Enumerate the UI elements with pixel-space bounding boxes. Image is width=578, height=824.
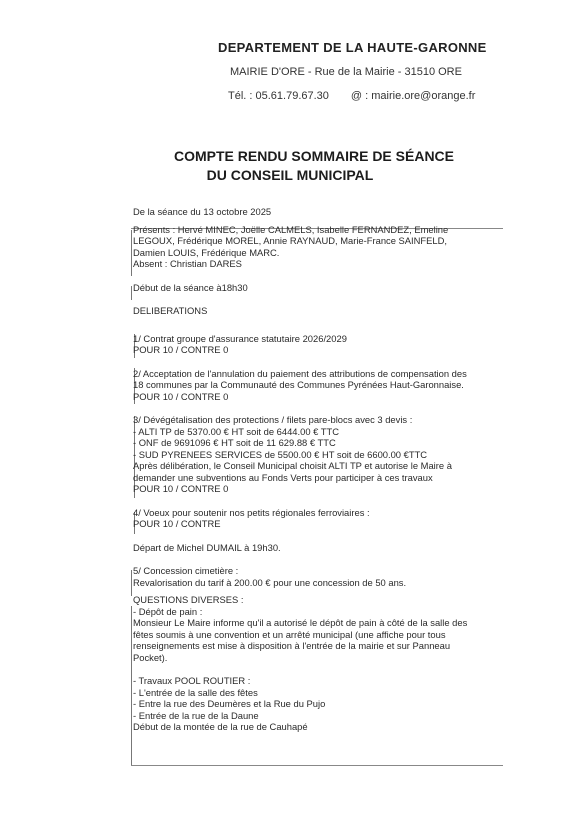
roadworks-line-3: - Entrée de la rue de la Daune — [133, 709, 259, 721]
department-title: DEPARTEMENT DE LA HAUTE-GARONNE — [218, 40, 487, 55]
bread-heading: - Dépôt de pain : — [133, 605, 203, 617]
item-3-line-4: - SUD PYRENEES SERVICES de 5500.00 € HT soit de 6600.00 €TTC — [133, 448, 428, 460]
margin-mark — [131, 606, 132, 766]
roadworks-line-4: Début de la montée de la rue de Cauhapé — [133, 721, 308, 732]
margin-mark — [131, 286, 132, 300]
item-4-line: 4/ Voeux pour soutenir nos petits régionales ferroviaires : — [133, 506, 370, 518]
margin-mark — [131, 765, 503, 766]
bread-line-2: fêtes soumis à une convention et un arrêté municipal (une affiche pour tous — [133, 628, 446, 640]
questions-heading: QUESTIONS DIVERSES : — [133, 594, 244, 605]
minutes-body — [133, 206, 503, 733]
mairie-address: MAIRIE D'ORE - Rue de la Mairie - 31510 ORE — [230, 66, 462, 78]
item-5-line-1: 5/ Concession cimetière : — [133, 565, 239, 576]
bread-line-1: Monsieur Le Maire informe qu'il a autorisé le dépôt de pain à côté de la salle des — [133, 617, 468, 628]
meeting-date: De la séance du 13 octobre 2025 — [133, 206, 272, 217]
item-3-line-5: Après délibération, le Conseil Municipal choisit ALTI TP et autorise le Maire à — [133, 460, 452, 471]
absent-line: Absent : Christian DARES — [133, 258, 242, 269]
item-2-line-1: 2/ Acceptation de l'annulation du paiement des attributions de compensation des — [133, 367, 467, 379]
session-start: Début de la séance à18h30 — [133, 281, 248, 293]
item-5-line-2: Revalorisation du tarif à 200.00 € pour une concession de 50 ans. — [133, 576, 407, 588]
item-3-line-2: - ALTI TP de 5370.00 € HT soit de 6444.00 € TTC — [133, 425, 340, 437]
present-line-2: LEGOUX, Frédérique MOREL, Annie RAYNAUD, Marie-France SAINFELD, — [133, 235, 447, 246]
email-address: @ : mairie.ore@orange.fr — [350, 90, 476, 102]
departure-note: Départ de Michel DUMAIL à 19h30. — [133, 541, 281, 553]
item-1-vote: POUR 10 / CONTRE 0 — [133, 344, 229, 355]
margin-mark — [131, 570, 132, 596]
report-title — [0, 147, 578, 185]
roadworks-line-1: - L'entrée de la salle des fêtes — [133, 686, 258, 698]
item-3-line-1: 3/ Dévégétalisation des protections / filets pare-blocs avec 3 devis : — [133, 414, 413, 425]
phone-number: Tél. : 05.61.79.67.30 — [228, 90, 329, 102]
roadworks-line-2: - Entre la rue des Deumères et la Rue du Pujo — [133, 698, 326, 709]
item-2-line-2: 18 communes par la Communauté des Communes Pyrénées Haut-Garonnaise. — [133, 379, 464, 390]
item-3-vote: POUR 10 / CONTRE 0 — [133, 483, 229, 494]
present-line-1: Présents : Hervé MINEC, Joëlle CALMELS, Isabelle FERNANDEZ, Emeline — [133, 223, 449, 235]
bread-line-4: Pocket). — [133, 651, 168, 663]
report-title-line-2: DU CONSEIL MUNICIPAL — [206, 167, 374, 183]
item-4-vote: POUR 10 / CONTRE — [133, 518, 221, 529]
deliberations-heading: DELIBERATIONS — [133, 305, 208, 316]
margin-mark — [131, 230, 132, 276]
contact-line — [228, 90, 475, 102]
roadworks-heading: - Travaux POOL ROUTIER : — [133, 675, 251, 686]
item-1-line: 1/ Contrat groupe d'assurance statutaire 2026/2029 — [133, 332, 347, 344]
item-3-line-6: demander une subventions au Fonds Verts pour participer à ces travaux — [133, 471, 433, 483]
item-3-line-3: - ONF de 9691096 € HT soit de 11 629.88 € TTC — [133, 437, 336, 448]
item-2-vote: POUR 10 / CONTRE 0 — [133, 390, 229, 402]
bread-line-3: renseignements est mise à disposition à l'entrée de la mairie et sur Panneau — [133, 640, 451, 651]
present-line-3: Damien LOUIS, Frédérique MARC. — [133, 246, 280, 258]
report-title-line-1: COMPTE RENDU SOMMAIRE DE SÉANCE — [173, 148, 455, 164]
